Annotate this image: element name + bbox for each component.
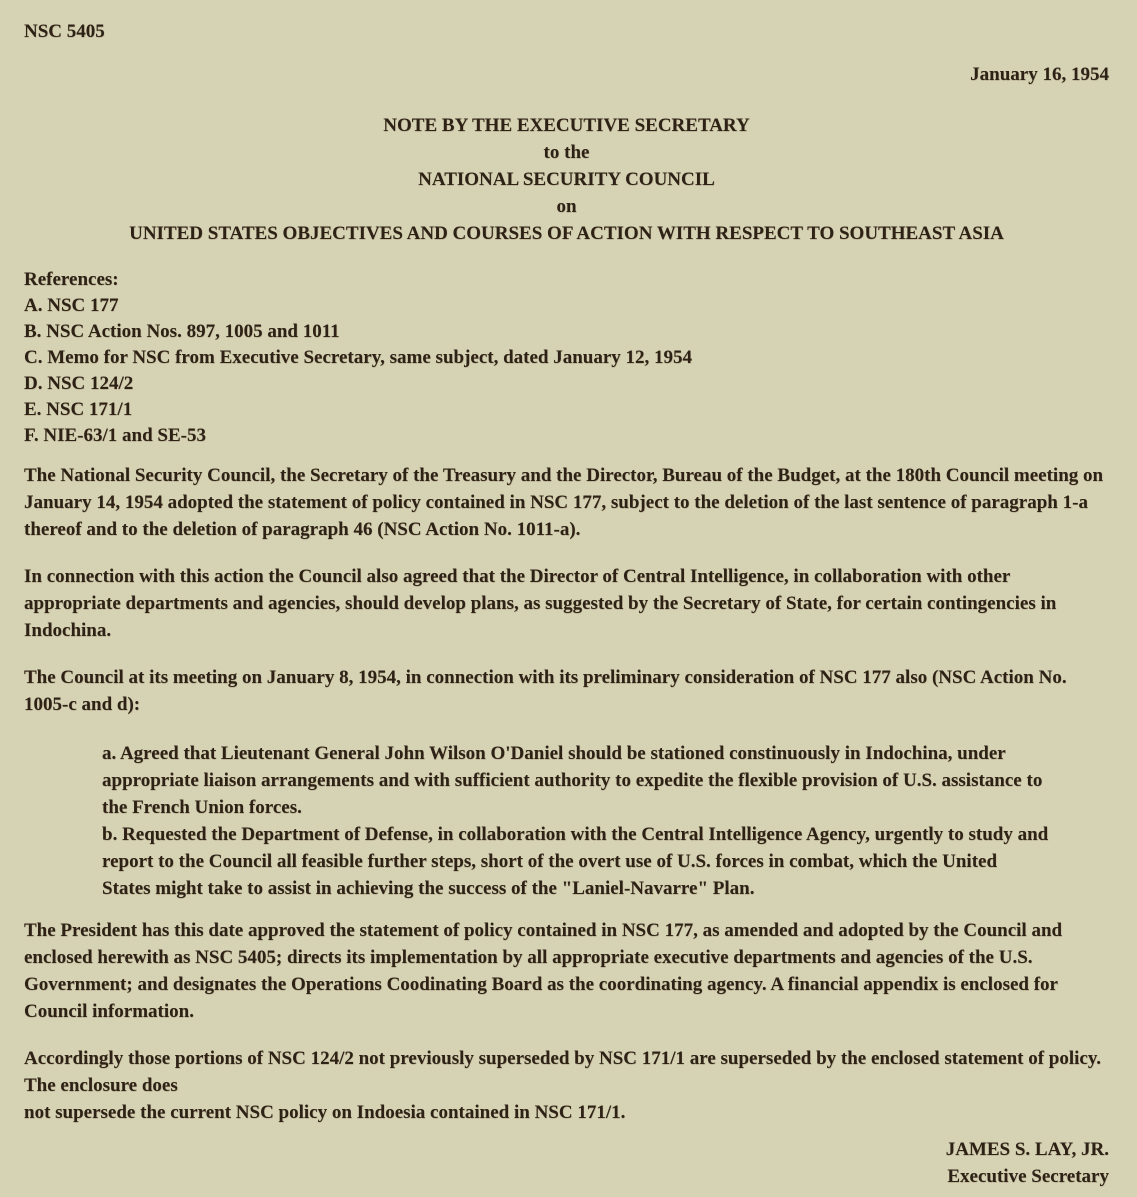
paragraph-council-adoption: The National Security Council, the Secretary of the Treasury and the Director, Bureau of the Budget, at the 180th Council meeting on January 14, 1954 adopted the statement of policy contained in NSC 177, subject to the deletion of the last sentence of paragraph 1-a thereof and to the deletion of paragraph 46 (NSC Action No. 1011-a). (24, 465, 1104, 540)
reference-item-f: F. NIE-63/1 and SE-53 (24, 425, 206, 446)
references-block (24, 267, 1109, 449)
document-date: January 16, 1954 (970, 64, 1109, 85)
reference-item-d: D. NSC 124/2 (24, 373, 134, 394)
title-line-council: NATIONAL SECURITY COUNCIL (418, 169, 715, 190)
title-line-subject: UNITED STATES OBJECTIVES AND COURSES OF ACTION WITH RESPECT TO SOUTHEAST ASIA (129, 223, 1004, 244)
signature-block (24, 1136, 1109, 1190)
doc-number: NSC 5405 (24, 21, 105, 42)
paragraph-preliminary-consideration: The Council at its meeting on January 8, 1954, in connection with its preliminary consideration of NSC 177 also (NSC Action No. 1005-c and d): (24, 667, 1067, 715)
reference-item-a: A. NSC 177 (24, 295, 119, 316)
title-line-note: NOTE BY THE EXECUTIVE SECRETARY (383, 115, 750, 136)
superseding-line-2: not supersede the current NSC policy on Indoesia contained in NSC 171/1. (24, 1102, 626, 1123)
paragraph-superseding (24, 1045, 1109, 1126)
sub-paragraphs-block (102, 740, 1049, 902)
title-line-on: on (556, 196, 577, 217)
title-block (24, 112, 1109, 247)
reference-item-e: E. NSC 171/1 (24, 399, 133, 420)
paragraph-cia-plans: In connection with this action the Council also agreed that the Director of Central Intelligence, in collaboration with other appropriate departments and agencies, should develop plans, as suggested by the Secretary of State, for certain contingencies in Indochina. (24, 566, 1057, 641)
sub-paragraph-b: b. Requested the Department of Defense, in collaboration with the Central Intelligence Agency, urgently to study and report to the Council all feasible further steps, short of the overt use of U.S. forces in combat, which the United States might take to assist in achieving the success of the "Laniel-Navarre" Plan. (102, 824, 1049, 899)
sub-paragraph-a: a. Agreed that Lieutenant General John Wilson O'Daniel should be stationed constinuously in Indochina, under appropriate liaison arrangements and with sufficient authority to expedite the flexible provision of U.S. assistance to the French Union forces. (102, 743, 1043, 818)
references-label: References: (24, 269, 119, 290)
title-line-to-the: to the (543, 142, 590, 163)
signature-title: Executive Secretary (947, 1166, 1109, 1187)
reference-item-c: C. Memo for NSC from Executive Secretary, same subject, dated January 12, 1954 (24, 347, 693, 368)
reference-item-b: B. NSC Action Nos. 897, 1005 and 1011 (24, 321, 340, 342)
superseding-line-1: Accordingly those portions of NSC 124/2 not previously superseded by NSC 171/1 are superseded by the enclosed statement of policy. The enclosure does (24, 1048, 1102, 1096)
paragraph-president-approval: The President has this date approved the statement of policy contained in NSC 177, as amended and adopted by the Council and enclosed herewith as NSC 5405; directs its implementation by all appropriate executive departments and agencies of the U.S. Government; and designates the Operations Coodinating Board as the coordinating agency. A financial appendix is enclosed for Council information. (24, 920, 1063, 1022)
signature-name: JAMES S. LAY, JR. (945, 1139, 1109, 1160)
